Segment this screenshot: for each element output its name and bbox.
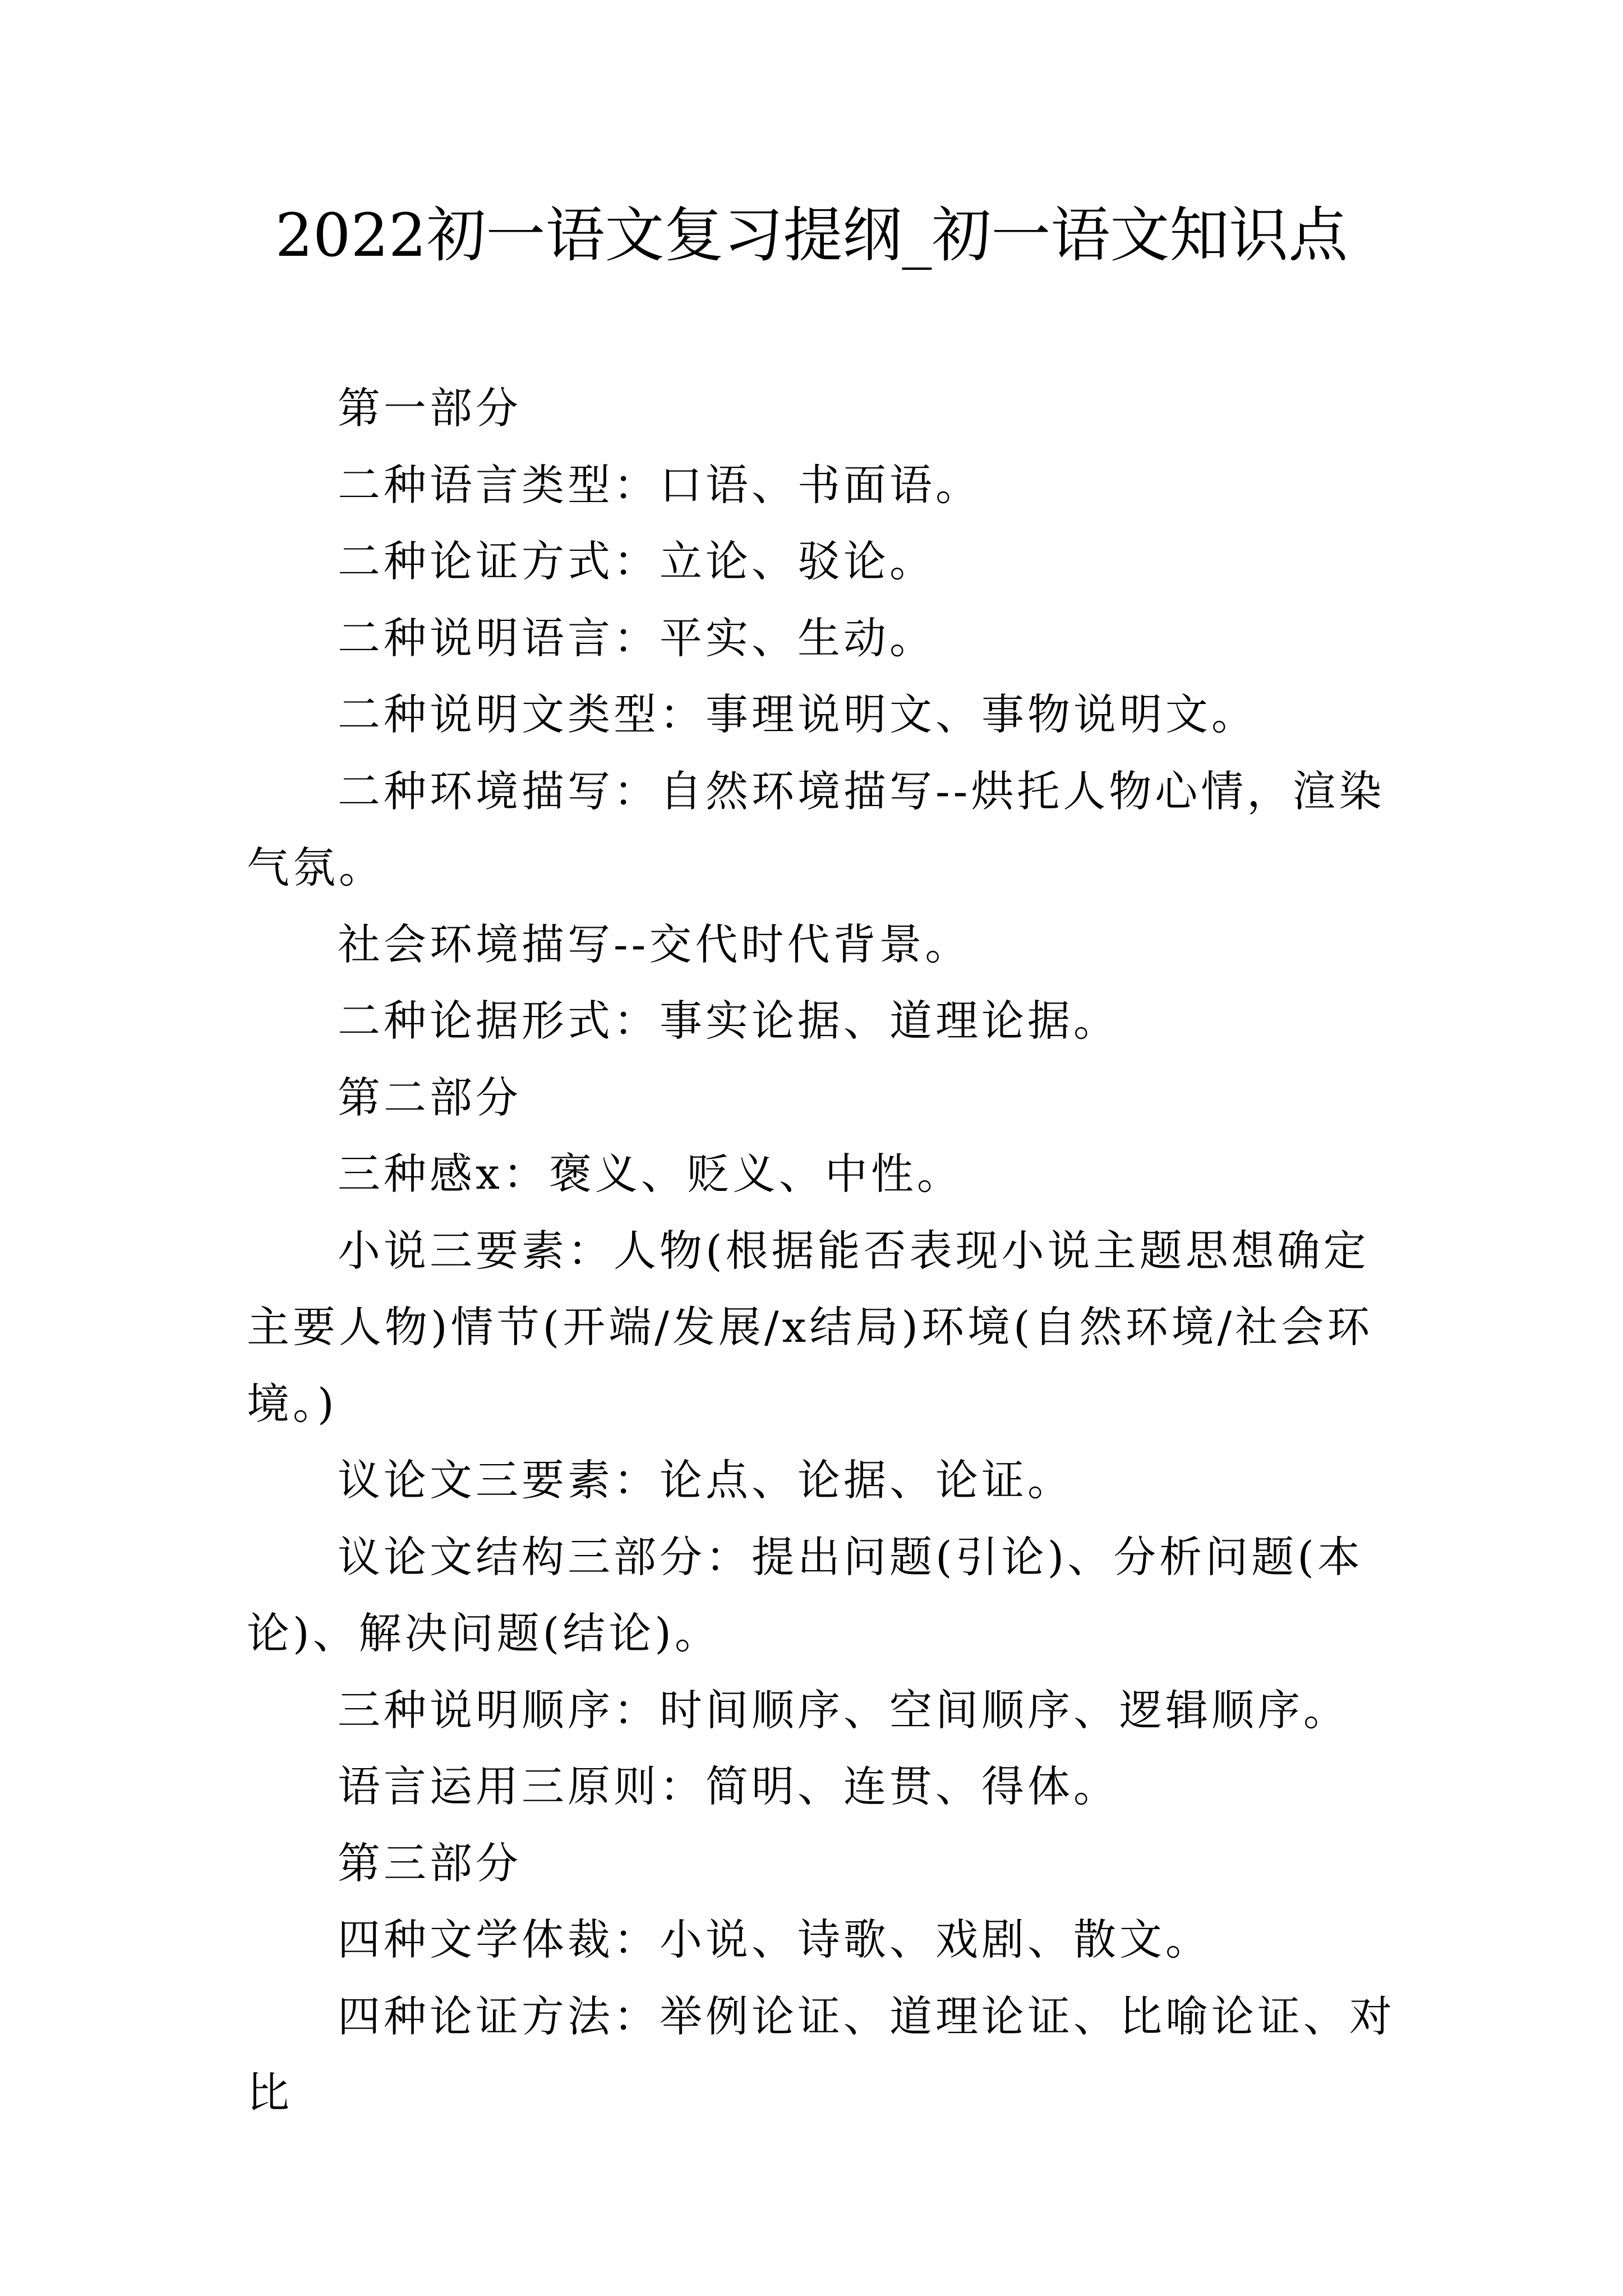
section-heading: 第一部分 — [338, 383, 522, 433]
section-heading: 第三部分 — [338, 1838, 522, 1888]
paragraph: 二种论证方式：立论、驳论。 — [338, 536, 935, 586]
document-body — [247, 370, 1413, 2132]
paragraph: 社会环境描写--交代时代背景。 — [338, 919, 971, 969]
paragraph: 三种说明顺序：时间顺序、空间顺序、逻辑顺序。 — [338, 1685, 1349, 1735]
paragraph: 二种说明语言：平实、生动。 — [338, 613, 935, 663]
paragraph: 二种语言类型：口语、书面语。 — [338, 459, 981, 510]
paragraph: 四种论证方法：举例论证、道理论证、比喻论证、对比 — [247, 1991, 1395, 2118]
document-title: 2022初一语文复习提纲_初一语文知识点 — [275, 201, 1348, 270]
section-heading: 第二部分 — [338, 1072, 522, 1122]
paragraph: 议论文结构三部分：提出问题(引论)、分析问题(本论)、解决问题(结论)。 — [247, 1531, 1363, 1658]
paragraph: 语言运用三原则：简明、连贯、得体。 — [338, 1761, 1119, 1811]
paragraph: 二种论据形式：事实论据、道理论据。 — [338, 996, 1119, 1046]
paragraph: 二种说明文类型：事理说明文、事物说明文。 — [338, 689, 1257, 739]
paragraph: 小说三要素：人物(根据能否表现小说主题思想确定主要人物)情节(开端/发展/x结局)环境(自然环境/社会环境。) — [247, 1225, 1373, 1429]
paragraph: 四种文学体裁：小说、诗歌、戏剧、散文。 — [338, 1915, 1211, 1964]
paragraph: 议论文三要素：论点、论据、论证。 — [338, 1455, 1073, 1505]
paragraph: 二种环境描写：自然环境描写--烘托人物心情，渲染气氛。 — [247, 766, 1385, 892]
paragraph: 三种感x：褒义、贬义、中性。 — [338, 1149, 963, 1199]
